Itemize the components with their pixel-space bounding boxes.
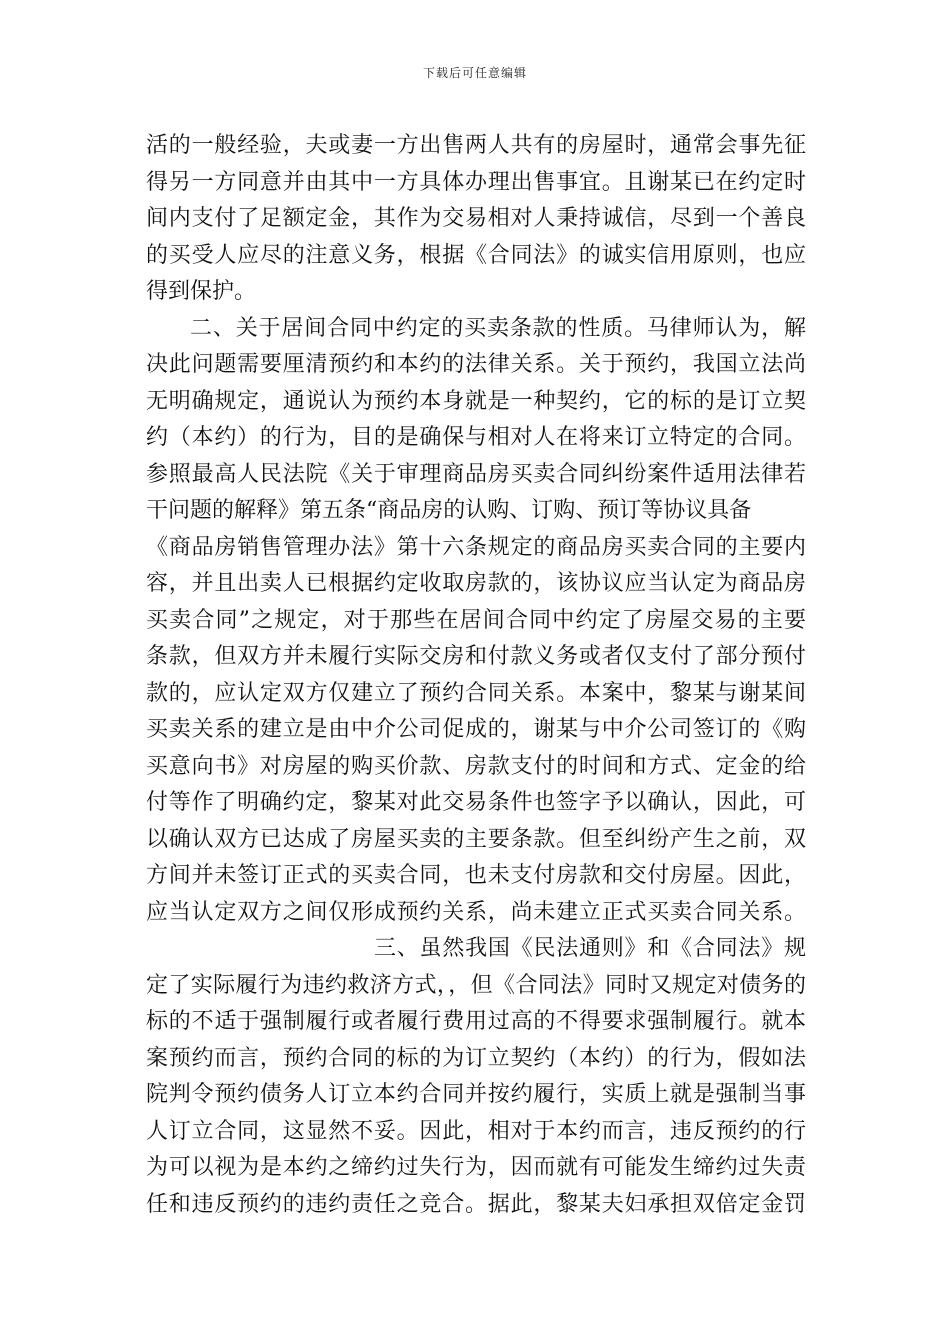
text-line: 条款，但双方并未履行实际交房和付款义务或者仅支付了部分预付 [146,644,806,669]
text-line: 定了实际履行为违约救济方式，，但《合同法》同时又规定对债务的 [146,972,806,998]
text-line: 案预约而言，预约合同的标的为订立契约（本约）的行为，假如法 [146,1045,806,1071]
text-line: 任和违反预约的违约责任之竞合。据此，黎某夫妇承担双倍定金罚 [146,1191,806,1217]
text-line: 得另一方同意并由其中一方具体办理出售事宜。且谢某已在约定时 [146,169,806,195]
text-line: 标的不适于强制履行或者履行费用过高的不得要求强制履行。就本 [146,1009,806,1034]
text-line: 活的一般经验，夫或妻一方出售两人共有的房屋时，通常会事先征 [146,133,806,158]
text-line: 应当认定双方之间仅形成预约关系，尚未建立正式买卖合同关系。 [146,899,806,925]
text-line: 方间并未签订正式的买卖合同，也未支付房款和交付房屋。因此， [146,863,806,888]
text-line: 以确认双方已达成了房屋买卖的主要条款。但至纠纷产生之前，双 [146,826,806,852]
paragraph-start-line: 三、虽然我国《民法通则》和《合同法》规 [374,936,806,961]
text-line: 容，并且出卖人已根据约定收取房款的，该协议应当认定为商品房 [146,571,806,596]
text-line: 参照最高人民法院《关于审理商品房买卖合同纠纷案件适用法律若 [146,461,806,487]
text-line: 得到保护。 [146,279,257,304]
text-line: 买意向书》对房屋的购买价款、房款支付的时间和方式、定金的给 [146,753,806,779]
text-line: 院判令预约债务人订立本约合同并按约履行，实质上就是强制当事 [146,1082,806,1107]
text-line: 买卖合同”之规定，对于那些在居间合同中约定了房屋交易的主要 [146,607,806,633]
paragraph-start-line: 二、关于居间合同中约定的买卖条款的性质。马律师认为，解 [190,315,806,341]
text-line: 买卖关系的建立是由中介公司促成的，谢某与中介公司签订的《购 [146,717,806,742]
text-line: 为可以视为是本约之缔约过失行为，因而就有可能发生缔约过失责 [146,1155,806,1180]
text-line: 间内支付了足额定金，其作为交易相对人秉持诚信，尽到一个善良 [146,206,806,231]
text-line: 付等作了明确约定，黎某对此交易条件也签字予以确认，因此，可 [146,790,806,815]
text-line: 款的，应认定双方仅建立了预约合同关系。本案中，黎某与谢某间 [146,680,806,706]
text-line: 的买受人应尽的注意义务，根据《合同法》的诚实信用原则，也应 [146,242,806,268]
text-line: 人订立合同，这显然不妥。因此，相对于本约而言，违反预约的行 [146,1118,806,1144]
text-line: 干问题的解释》第五条“商品房的认购、订购、预订等协议具备 [146,498,752,523]
text-line: 约（本约）的行为，目的是确保与相对人在将来订立特定的合同。 [146,425,806,450]
text-line: 无明确规定，通说认为预约本身就是一种契约，它的标的是订立契 [146,388,806,414]
text-line: 《商品房销售管理办法》第十六条规定的商品房买卖合同的主要内 [146,534,806,560]
page-header: 下载后可任意编辑 [422,66,527,80]
text-line: 决此问题需要厘清预约和本约的法律关系。关于预约，我国立法尚 [146,352,806,377]
document-body [146,128,806,1223]
